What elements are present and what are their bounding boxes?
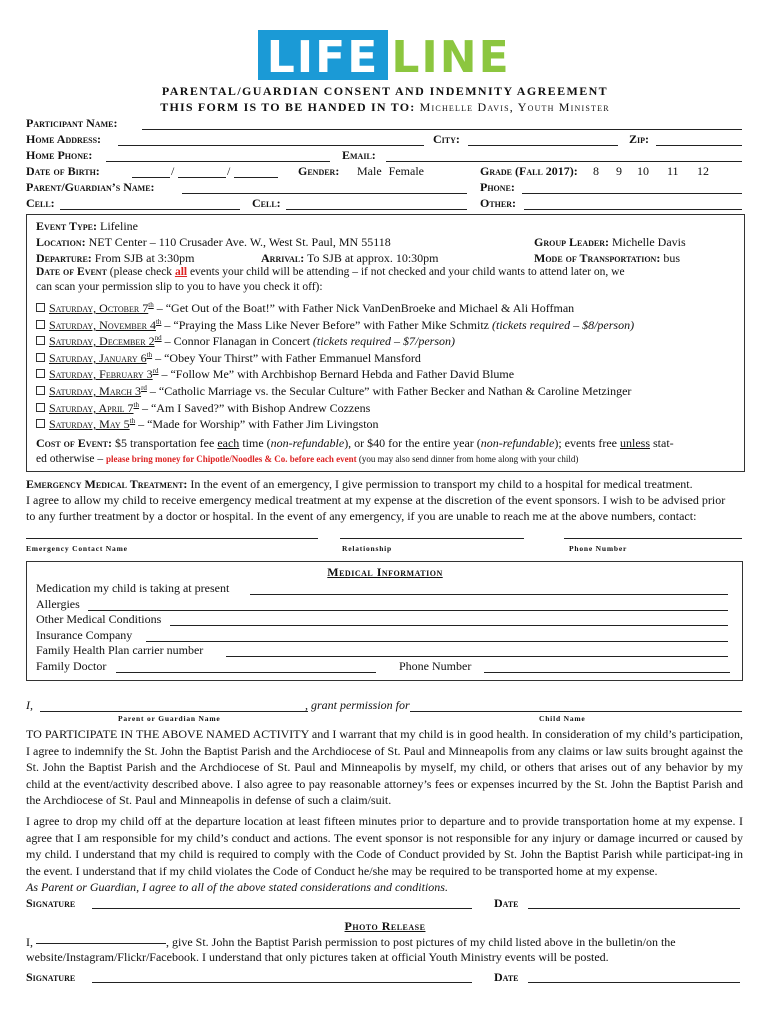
transport-value: bus: [663, 251, 680, 265]
arrival-row: [261, 251, 439, 266]
signature-label-2: Signature: [26, 970, 76, 984]
location-value: NET Center – 110 Crusader Ave. W., West St. Paul, MN 55118: [88, 235, 391, 249]
event-date-suffix: th: [148, 301, 154, 309]
other-field[interactable]: [524, 209, 742, 210]
cost-d: ); events free: [554, 436, 620, 450]
medication-field[interactable]: [250, 594, 728, 595]
cost-line2-b: (you may also send dinner from home along with your child): [356, 454, 579, 464]
event-desc: – Connor Flanagan in Concert: [161, 334, 313, 348]
conduct-paragraph: I agree to drop my child off at the departure location at least fifteen minutes prior to departure and to provide transportation home at my expense. I agree that I am responsible for my child’s conduct and actions. The event sponsor is not responsible for any injury or damage incurred or caused by my child. I understand that my child is required to comply with the Code of Conduct provided by St. John the Baptist Parish while participat-ing in the event. I understand that if my child violates the Code of Conduct he/she may be required to be transported home at my expense.: [26, 814, 743, 878]
home-phone-label: Home Phone:: [26, 148, 93, 162]
checkbox[interactable]: [36, 419, 45, 428]
svg-text:LINE: LINE: [391, 32, 511, 80]
phone-label: Phone:: [480, 180, 515, 194]
other-label: Other:: [480, 196, 517, 210]
grade-option-10[interactable]: 10: [637, 164, 649, 178]
relationship-field[interactable]: [340, 538, 524, 539]
dob-month-field[interactable]: [132, 177, 170, 178]
phone-field[interactable]: [522, 193, 742, 194]
handed-in-line: [0, 100, 770, 115]
signature-field-2[interactable]: [92, 982, 472, 983]
transport-label: Mode of Transportation:: [534, 251, 661, 265]
event-date-suffix: th: [129, 417, 136, 425]
checkbox[interactable]: [36, 403, 45, 412]
grade-option-8[interactable]: 8: [593, 164, 599, 178]
group-leader-label: Group Leader:: [534, 235, 610, 249]
conditions-label: Other Medical Conditions: [36, 612, 162, 626]
photo-release-title: Photo Release: [344, 919, 426, 933]
cell-field-2[interactable]: [286, 209, 467, 210]
event-item-5[interactable]: [36, 367, 514, 382]
event-desc: – “Am I Saved?” with Bishop Andrew Cozzens: [138, 401, 371, 415]
parent-name-label: Parent/Guardian’s Name:: [26, 180, 155, 194]
dob-day-field[interactable]: [178, 177, 226, 178]
city-label: City:: [433, 132, 460, 146]
cost-e: stat-: [649, 436, 674, 450]
emergency-line-2: I agree to allow my child to receive emergency medical treatment at my expense at the discretion of the event sponsors. I wish to be advised prior: [26, 493, 726, 507]
cost-c: ), or $40 for the entire year (: [344, 436, 481, 450]
date-note-c: can scan your permission slip to you to have you check it off):: [36, 281, 323, 293]
date-label-2: Date: [494, 970, 519, 984]
grant-permission-text: , grant permission for: [305, 698, 410, 712]
event-date: Saturday, November 4: [49, 318, 156, 332]
cell-label-2: Cell:: [252, 196, 281, 210]
conditions-field[interactable]: [170, 625, 728, 626]
event-desc: – “Made for Worship” with Father Jim Livingston: [135, 417, 379, 431]
dob-label: Date of Birth:: [26, 164, 100, 178]
cell-field-1[interactable]: [60, 209, 240, 210]
medical-title: Medical Information: [327, 565, 443, 579]
cost-line2-a: ed otherwise –: [36, 453, 106, 465]
checkbox[interactable]: [36, 303, 45, 312]
photo-release-line-2: website/Instagram/Flickr/Facebook. I understand that only pictures taken at official Youth Ministry events will be posted.: [26, 950, 609, 964]
doctor-phone-label: Phone Number: [399, 659, 472, 673]
checkbox[interactable]: [36, 353, 45, 362]
doctor-label: Family Doctor: [36, 659, 107, 673]
event-type-label: Event Type:: [36, 219, 98, 233]
event-item-4[interactable]: [36, 351, 421, 366]
carrier-field[interactable]: [226, 656, 728, 657]
checkbox[interactable]: [36, 336, 45, 345]
event-date: Saturday, October 7: [49, 301, 149, 315]
doctor-phone-field[interactable]: [484, 672, 730, 673]
date-field-1[interactable]: [528, 908, 740, 909]
handed-in-name: Michelle Davis, Youth Minister: [419, 100, 610, 114]
signature-field-1[interactable]: [92, 908, 472, 909]
parent-guardian-name-field[interactable]: [40, 711, 308, 712]
home-address-label: Home Address:: [26, 132, 102, 146]
event-type-row: [36, 219, 138, 234]
relationship-label: Relationship: [342, 544, 393, 553]
zip-field[interactable]: [656, 145, 742, 146]
doctor-field[interactable]: [116, 672, 376, 673]
city-field[interactable]: [468, 145, 618, 146]
event-date-suffix: th: [146, 351, 153, 359]
emergency-line-3: to any further treatment by a doctor or hospital. In the event of any emergency, if you are unable to reach me at the above numbers, contact:: [26, 509, 697, 523]
cost-a: $5 transportation fee: [112, 436, 218, 450]
carrier-label: Family Health Plan carrier number: [36, 643, 204, 657]
location-label: Location:: [36, 235, 86, 249]
date-note-a: (please check: [109, 266, 175, 278]
parent-name-field[interactable]: [182, 193, 467, 194]
home-phone-field[interactable]: [106, 161, 330, 162]
child-name-field[interactable]: [410, 711, 742, 712]
email-field[interactable]: [386, 161, 742, 162]
insurance-field[interactable]: [146, 641, 728, 642]
gender-options[interactable]: Male Female: [357, 164, 424, 178]
date-of-event-row: [36, 266, 625, 278]
group-leader-value: Michelle Davis: [612, 235, 686, 249]
grade-option-12[interactable]: 12: [697, 164, 709, 178]
grade-option-9[interactable]: 9: [616, 164, 622, 178]
event-desc: – “Follow Me” with Archbishop Bernard Hebda and Father David Blume: [158, 367, 515, 381]
participant-name-label: Participant Name:: [26, 116, 118, 130]
checkbox[interactable]: [36, 320, 45, 329]
event-date-suffix: nd: [154, 334, 162, 342]
departure-value: From SJB at 3:30pm: [94, 251, 195, 265]
photo-text-1: , give St. John the Baptist Parish permission to post pictures of my child listed above in the bulletin/on the: [166, 935, 676, 949]
dob-slash-1: /: [171, 164, 175, 178]
cost-label: Cost of Event:: [36, 436, 113, 450]
cost-b: time (: [239, 436, 271, 450]
lifeline-logo: [258, 30, 514, 80]
cost-each: each: [217, 436, 240, 450]
parent-guardian-name-label: Parent or Guardian Name: [118, 714, 221, 723]
form-title: PARENTAL/GUARDIAN CONSENT AND INDEMNITY AGREEMENT: [161, 84, 609, 98]
photo-i: I,: [26, 935, 33, 949]
permission-i: I,: [26, 698, 33, 712]
event-date: Saturday, February 3: [49, 367, 153, 381]
event-date: Saturday, December 2: [49, 334, 155, 348]
cost-row: [36, 436, 674, 451]
child-name-label: Child Name: [539, 714, 586, 723]
cost-nr2: non-refundable: [480, 436, 555, 450]
departure-row: [36, 251, 194, 266]
cost-red-note: please bring money for Chipotle/Noodles & Co. before each event: [105, 454, 357, 464]
insurance-label: Insurance Company: [36, 628, 133, 642]
event-date-suffix: th: [155, 318, 162, 326]
cost-nr1: non-refundable: [270, 436, 345, 450]
arrival-value: To SJB at approx. 10:30pm: [307, 251, 439, 265]
departure-label: Departure:: [36, 251, 92, 265]
indemnity-paragraph: TO PARTICIPATE IN THE ABOVE NAMED ACTIVITY and I warrant that my child is in good health. In consideration of my child’s participation, I agree to indemnify the St. John the Baptist Parish and the Archdiocese of St. Paul and Minneapolis from any claims or law suits brought against the St. John the Baptist Parish and the Archdiocese of St. Paul and Minneapolis by myself, my child, or others that arises out of any behavior by my child at the event/activity described above. I also agree to pay reasonable attorney’s fees or expenses incurred by the St. John the Baptist Parish and the Archdiocese of St. Paul and Minneapolis in defense of such a claim/suit.: [26, 727, 743, 807]
date-label-1: Date: [494, 896, 519, 910]
event-item-8[interactable]: [36, 417, 379, 432]
logo-graphic: [258, 30, 514, 80]
dob-slash-2: /: [227, 164, 231, 178]
event-date-suffix: th: [133, 401, 139, 409]
cost-row-2: [36, 453, 578, 465]
medication-label: Medication my child is taking at present: [36, 581, 230, 595]
event-date-suffix: rd: [141, 384, 147, 392]
date-field-2[interactable]: [528, 982, 740, 983]
date-note-b: events your child will be attending – if not checked and your child wants to attend later on, we: [187, 266, 625, 278]
date-note-all: all: [174, 266, 188, 278]
transport-row: [534, 251, 680, 266]
grade-label: [480, 164, 578, 179]
gender-label: Gender:: [298, 164, 340, 178]
emergency-contact-label: Emergency Contact Name: [26, 544, 128, 553]
emergency-label: Emergency Medical Treatment:: [26, 477, 188, 491]
grade-label-text: Grade (Fall 2017):: [480, 164, 578, 178]
svg-text:LIFE: LIFE: [266, 32, 380, 80]
event-desc: – “Praying the Mass Like Never Before” with Father Mike Schmitz: [161, 318, 492, 332]
event-date: Saturday, January 6: [49, 351, 147, 365]
event-type-value: Lifeline: [100, 219, 138, 233]
event-item-2[interactable]: [36, 318, 634, 333]
checkbox[interactable]: [36, 369, 45, 378]
event-desc: – “Catholic Marriage vs. the Secular Culture” with Father Becker and Nathan & Caroline Metzinger: [146, 384, 632, 398]
zip-label: Zip:: [629, 132, 649, 146]
cost-unless: unless: [619, 436, 650, 450]
handed-in-prefix: THIS FORM IS TO BE HANDED IN TO:: [160, 100, 420, 114]
emergency-line-1: [26, 477, 693, 492]
emergency-contact-field[interactable]: [26, 538, 318, 539]
email-label: Email:: [342, 148, 376, 162]
emergency-text-1: In the event of an emergency, I give permission to transport my child to a hospital for medical treatment.: [187, 477, 693, 491]
event-item-1[interactable]: [36, 301, 574, 316]
grade-option-11[interactable]: 11: [667, 164, 679, 178]
emergency-phone-label: Phone Number: [569, 544, 628, 553]
cell-label-1: Cell:: [26, 196, 55, 210]
signature-label-1: Signature: [26, 896, 76, 910]
event-date: Saturday, April 7: [49, 401, 134, 415]
event-item-3[interactable]: [36, 334, 455, 349]
photo-release-line-1: [26, 935, 676, 950]
event-desc: – “Get Out of the Boat!” with Father Nick VanDenBroeke and Michael & Ali Hoffman: [153, 301, 575, 315]
dob-year-field[interactable]: [234, 177, 278, 178]
checkbox[interactable]: [36, 386, 45, 395]
event-item-6[interactable]: [36, 384, 631, 399]
photo-name-field[interactable]: [36, 943, 166, 944]
event-extra: (tickets required – $8/person): [492, 318, 635, 332]
allergies-label: Allergies: [36, 597, 80, 611]
group-leader-row: [534, 235, 686, 250]
emergency-phone-field[interactable]: [564, 538, 742, 539]
event-date-suffix: rd: [152, 367, 159, 375]
event-date: Saturday, May 5: [49, 417, 130, 431]
event-desc: – “Obey Your Thirst” with Father Emmanuel Mansford: [152, 351, 421, 365]
allergies-field[interactable]: [88, 610, 728, 611]
participant-name-field[interactable]: [142, 129, 742, 130]
arrival-label: Arrival:: [261, 251, 305, 265]
event-extra: (tickets required – $7/person): [312, 334, 455, 348]
date-of-event-label: Date of Event: [36, 266, 107, 278]
agree-statement: As Parent or Guardian, I agree to all of the above stated considerations and conditions.: [26, 880, 448, 894]
location-row: [36, 235, 391, 250]
home-address-field[interactable]: [118, 145, 424, 146]
event-date: Saturday, March 3: [49, 384, 142, 398]
event-item-7[interactable]: [36, 401, 370, 416]
